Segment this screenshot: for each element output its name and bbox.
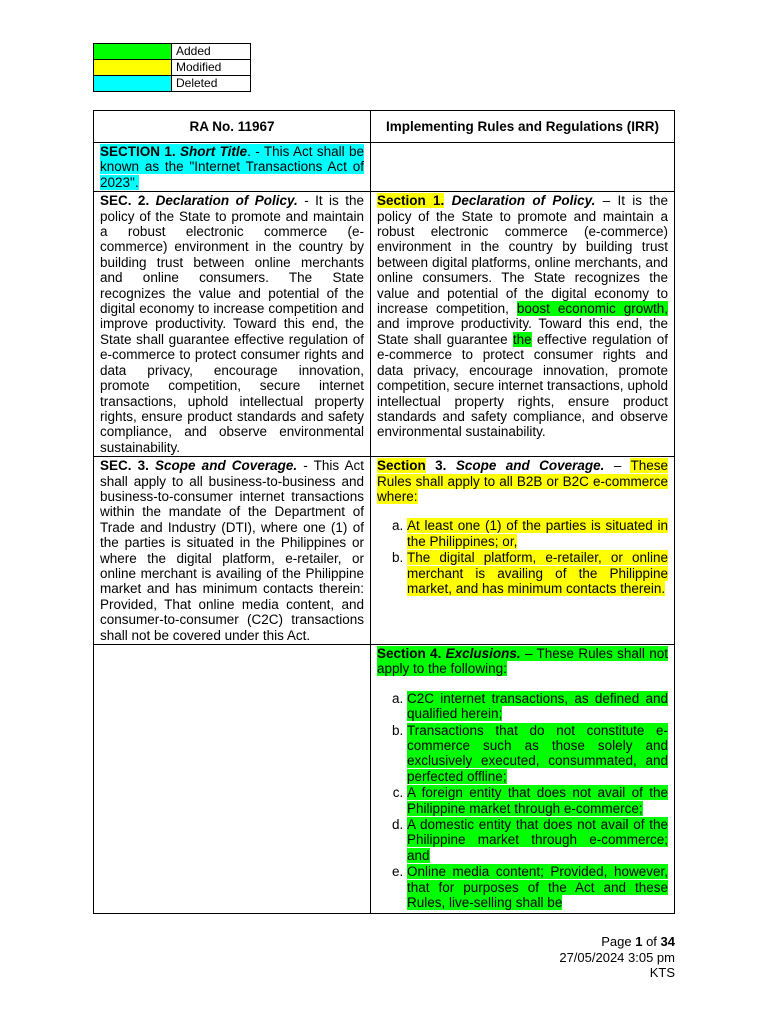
irr-section-3 [371,457,675,645]
exclusions-list [377,691,668,911]
footer-datetime: 27/05/2024 3:05 pm [559,949,675,965]
modified-text: These Rules shall apply to all B2B or B2C e-commerce where: [377,458,669,504]
section-title: Exclusions. [445,646,521,661]
row-exclusions [94,645,675,914]
list-item [407,518,668,549]
modified-text: The digital platform, e-retailer, or online merchant is availing of the Philippine market, and has minimum contacts therein. [407,550,668,596]
ra-empty-cell [94,645,371,914]
legend-label-added: Added [172,44,251,60]
section-number: Section 1. [377,193,445,209]
added-text: boost economic growth, [516,301,668,317]
list-item [407,817,668,863]
section-title: Scope and Coverage. [455,458,605,474]
added-text: Transactions that do not constitute e-commerce such as those solely and exclusively executed, consummated, and perfected offline; [407,722,668,784]
section-text: effective regulation of e-commerce to protect consumer rights and data privacy, encourage innovation, promote competition, secure internet transactions, uphold intellectual property rights, ensure product standards and safety compliance, and observe environmental sustainability. [377,331,668,440]
scope-list [377,518,668,596]
legend-swatch-modified [94,60,172,76]
page-total: 34 [660,934,675,949]
list-item [407,785,668,816]
row-short-title [94,143,675,192]
footer-initials: KTS [649,965,675,980]
page-number [559,934,675,950]
modified-text: At least one (1) of the parties is situated in the Philippines; or, [407,518,668,549]
section-title: Declaration of Policy. [451,193,596,209]
section-number: 3. [425,458,456,474]
section-text: . - This Act shall be known as the "Internet Transactions Act of 2023". [100,144,364,190]
dash: – [604,458,631,474]
of-word: of [642,934,661,949]
added-text: A foreign entity that does not avail of the Philippine market through e-commerce; [407,785,668,816]
section-text: – These Rules shall not apply to the following: [377,646,668,677]
ra-section-2 [94,192,371,457]
legend-row-added [94,44,251,60]
added-text: A domestic entity that does not avail of the Philippine market through e-commerce; and [407,817,668,863]
deleted-text [100,144,364,190]
irr-section-4 [371,645,675,914]
legend-label-deleted: Deleted [172,76,251,92]
section-number: SECTION 1. [100,144,176,159]
added-text: the [512,331,532,347]
section-label: Section [377,458,426,474]
col-header-ra: RA No. 11967 [94,111,371,143]
legend-table [93,43,251,92]
section-text: and improve productivity. Toward this end, the State shall guarantee [377,316,668,347]
section-text: – It is the policy of the State to promote and maintain a robust electronic commerce (e-commerce) environment in the country by building trust between digital platforms, online merchants, and online consumers. The State recognizes the value and potential of the digital economy to increase competition, [377,193,668,317]
ra-section-1 [94,143,371,192]
legend-swatch-added [94,44,172,60]
section-text: - It is the policy of the State to promote and maintain a robust electronic commerce (e-commerce) environment in the country by building trust between online merchants and online consumers. The State recognizes the value and potential of the digital economy to increase competition and improve productivity. Toward this end, the State shall guarantee effective regulation of e-commerce to protect consumer rights and data privacy, encourage innovation, promote competition, secure internet transactions, uphold intellectual property rights, ensure product standards and safety compliance, and observe environmental sustainability. [100,193,364,455]
col-header-irr: Implementing Rules and Regulations (IRR) [371,111,675,143]
page-current: 1 [635,934,643,949]
list-item [407,864,668,910]
irr-section-1 [371,192,675,457]
header-row [94,111,675,143]
row-declaration-policy [94,192,675,457]
row-scope-coverage [94,457,675,645]
section-text: - This Act shall apply to all business-to-business and business-to-consumer internet transactions within the mandate of the Department of Trade and Industry (DTI), where one (1) of the parties is situated in the Philippines or where the digital platform, e-retailer, or online merchant is availing of the Philippine market and has minimum contacts therein: Provided, That online media content, and consumer-to-consumer (C2C) transactions shall not be covered under this Act. [100,458,364,643]
added-text: C2C internet transactions, as defined and qualified herein; [407,690,668,722]
legend-row-modified [94,60,251,76]
legend-label-modified: Modified [172,60,251,76]
section-number: SEC. 3. [100,458,149,474]
list-item [407,723,668,785]
comparison-table [93,110,675,914]
legend-row-deleted [94,76,251,92]
page-footer [559,934,675,981]
irr-empty-cell [371,143,675,192]
added-text [377,646,668,676]
list-item [407,550,668,596]
section-title: Scope and Coverage. [155,458,298,474]
added-text: Online media content; Provided, however, that for purposes of the Act and these Rules, live-selling shall be [407,864,668,911]
section-number: Section 4. [377,646,442,661]
list-item [407,691,668,722]
section-title: Short Title [180,144,248,159]
section-number: SEC. 2. [100,193,150,209]
page-word: Page [601,934,636,949]
ra-section-3 [94,457,371,645]
legend-swatch-deleted [94,76,172,92]
section-title: Declaration of Policy. [155,193,298,209]
